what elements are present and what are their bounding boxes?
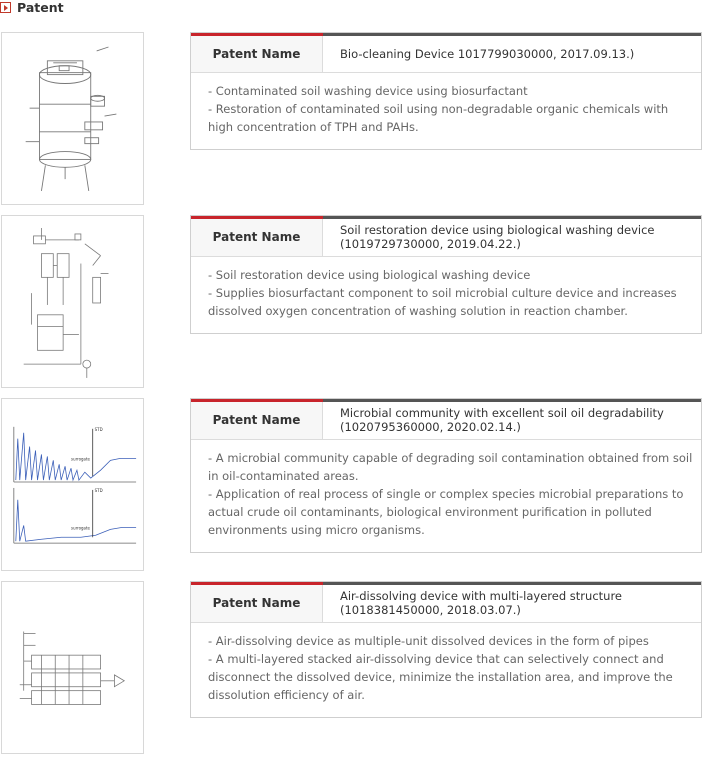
arrow-bullet-icon [0,2,11,13]
patent-card-header [191,216,701,257]
patent-card [190,581,702,718]
patent-description [191,440,701,552]
patent-description [191,73,701,149]
tank-drawing-icon [2,33,143,204]
svg-text:STD: STD [94,487,103,493]
section-title: Patent [17,0,64,15]
description-line: - A microbial community capable of degrading soil contamination obtained from soil in oil-contaminated areas. [208,450,693,483]
patent-title: Microbial community with excellent soil oil degradability (1020795360000, 2020.02.14.) [340,406,664,435]
description-line: - Soil restoration device using biological washing device [208,267,531,282]
description-line: - Contaminated soil washing device using biosurfactant [208,84,528,98]
patent-card-header [191,399,701,440]
svg-text:STD: STD [94,426,103,432]
patent-card-header [191,582,701,623]
patent-name-label: Patent Name [191,219,323,256]
patent-name-label: Patent Name [191,585,323,622]
patent-entry [0,581,703,754]
description-line: - Restoration of contaminated soil using non-degradable organic chemicals with high concentration of TPH and PAHs. [208,102,669,134]
patent-entry [0,215,703,388]
patent-card [190,215,702,334]
description-line: - Air-dissolving device as multiple-unit dissolved devices in the form of pipes [208,633,649,648]
patent-description [191,623,701,717]
patent-title: Soil restoration device using biological washing device (1019729730000, 2019.04.22.) [340,223,655,252]
patent-card-header [191,33,701,73]
section-header [0,0,64,14]
patent-title: Bio-cleaning Device 1017799030000, 2017.09.13.) [340,46,635,61]
description-line: - A multi-layered stacked air-dissolving device that can selectively connect and disconnect the dissolved device, minimize the installation area, and improve the dissolution efficiency of air. [208,651,673,702]
patent-drawing-thumbnail [1,398,144,571]
patent-description [191,257,701,333]
patent-entry [0,398,703,571]
patent-drawing-thumbnail [1,581,144,754]
patent-card [190,32,702,150]
chromatogram-chart-icon [2,399,143,570]
air-dissolver-drawing-icon [2,582,143,753]
patent-name-label: Patent Name [191,36,323,72]
description-line: - Application of real process of single or complex species microbial preparations to actual crude oil contaminants, biological environment purification in polluted environments using micro organisms. [208,486,684,537]
svg-text:surrogate: surrogate [71,525,90,531]
washing-system-drawing-icon [2,216,143,387]
svg-text:surrogate: surrogate [71,456,90,462]
patent-title: Air-dissolving device with multi-layered structure (1018381450000, 2018.03.07.) [340,589,622,618]
patent-drawing-thumbnail [1,32,144,205]
patent-drawing-thumbnail [1,215,144,388]
patent-card [190,398,702,553]
description-line: - Supplies biosurfactant component to soil microbial culture device and increases dissolved oxygen concentration of washing solution in reaction chamber. [208,285,677,318]
patent-entry [0,32,703,205]
patent-name-label: Patent Name [191,402,323,439]
